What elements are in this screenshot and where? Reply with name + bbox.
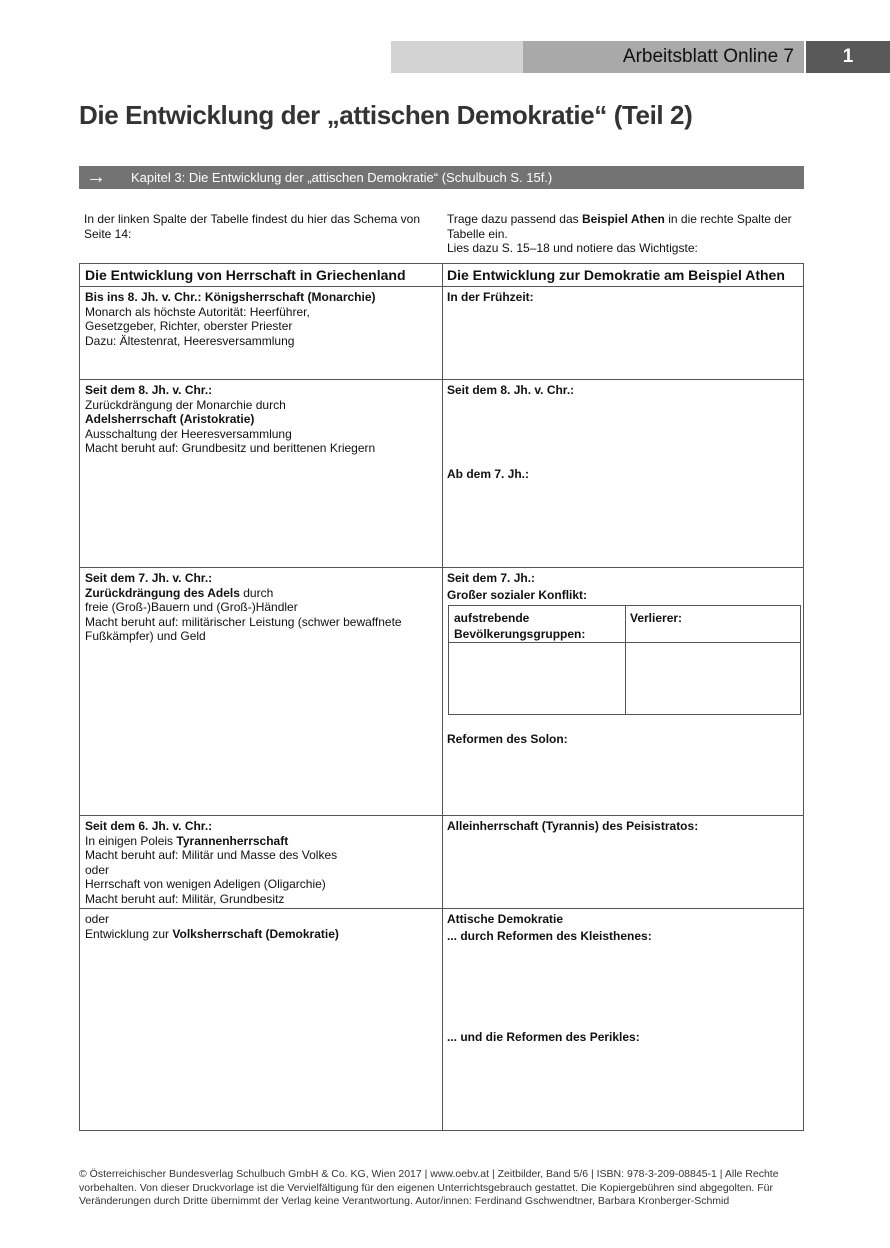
- answer-cell-kleisthenes[interactable]: Attische Demokratie ... durch Reformen des Kleisthenes:: [447, 912, 652, 943]
- answer-cell-sozialer-konflikt[interactable]: Seit dem 7. Jh.: Großer sozialer Konflikt:: [447, 571, 588, 602]
- answer-cell-solon[interactable]: Reformen des Solon:: [447, 732, 568, 746]
- intro-highlight: Beispiel Athen: [581, 212, 665, 226]
- worksheet-table: [79, 263, 804, 1131]
- column-divider: [442, 264, 443, 1130]
- subtable-column-divider: [625, 606, 626, 714]
- copyright-footer: © Österreichischer Bundesverlag Schulbuch GmbH & Co. KG, Wien 2017 | www.oebv.at | Zeitbilder, Band 5/6 | ISBN: 978-3-209-08845-1 | Alle Rechte vorbehalten. Von dieser Druckvorlage ist die Vervielfältigung für den eigenen Unterrichtsgebrauch gestattet. Die Kopiergebühren sind abgegolten. Für Veränderungen durch Dritte übernimmt der Verlag keine Verantwortung. Autor/innen: Ferdinand Gschwendtner, Barbara Kronberger-Schmid: [79, 1168, 779, 1207]
- cell-aristokratie: Seit dem 8. Jh. v. Chr.: Zurückdrängung der Monarchie durch Adelsherrschaft (Aristokratie) Ausschaltung der Heeresversammlung Macht beruht auf: Grundbesitz und berittenen Kriegern: [85, 383, 376, 455]
- column-header-right: Die Entwicklung zur Demokratie am Beispiel Athen: [447, 267, 785, 283]
- column-header-left: Die Entwicklung von Herrschaft in Griechenland: [85, 267, 406, 283]
- answer-cell-perikles[interactable]: ... und die Reformen des Perikles:: [447, 1030, 640, 1044]
- row-divider: [80, 286, 803, 287]
- cell-tyrannis: Seit dem 6. Jh. v. Chr.: In einigen Poleis Tyrannenherrschaft Macht beruht auf: Militär und Masse des Volkes oder Herrschaft von wenigen Adeligen (Oligarchie) Macht beruht auf: Militär, Grundbesitz: [85, 819, 338, 906]
- header-decor-light: [391, 41, 523, 73]
- intro-left: In der linken Spalte der Tabelle findest du hier das Schema von Seite 14:: [84, 212, 420, 241]
- answer-cell-7-jh[interactable]: Ab dem 7. Jh.:: [447, 467, 530, 481]
- row-divider: [80, 815, 803, 816]
- chapter-bar: [79, 166, 804, 189]
- cell-demokratie: oder Entwicklung zur Volksherrschaft (Demokratie): [85, 912, 339, 941]
- row-divider: [80, 379, 803, 380]
- intro-right: Trage dazu passend das Beispiel Athen in die rechte Spalte der Tabelle ein. Lies dazu S. 15–18 und notiere das Wichtigste:: [447, 212, 792, 255]
- page-number: 1: [806, 41, 890, 73]
- chapter-reference: Kapitel 3: Die Entwicklung der „attischen Demokratie“ (Schulbuch S. 15f.): [131, 170, 553, 185]
- answer-cell-peisistratos[interactable]: Alleinherrschaft (Tyrannis) des Peisistratos:: [447, 819, 699, 833]
- worksheet-label: Arbeitsblatt Online 7: [523, 41, 804, 73]
- answer-cell-fruehzeit[interactable]: In der Frühzeit:: [447, 290, 534, 304]
- answer-cell-8-jh[interactable]: Seit dem 8. Jh. v. Chr.:: [447, 383, 575, 397]
- subtable-header-aufstrebende: aufstrebende Bevölkerungsgruppen:: [454, 611, 586, 641]
- row-divider: [80, 567, 803, 568]
- cell-monarchie: Bis ins 8. Jh. v. Chr.: Königsherrschaft (Monarchie) Monarch als höchste Autorität: Heerführer, Gesetzgeber, Richter, oberster Priester Dazu: Ältestenrat, Heeresversammlung: [85, 290, 376, 348]
- page-title: Die Entwicklung der „attischen Demokratie“ (Teil 2): [79, 100, 693, 130]
- conflict-subtable: [448, 605, 801, 715]
- row-divider: [80, 908, 803, 909]
- subtable-header-verlierer: Verlierer:: [630, 611, 683, 625]
- arrow-right-icon: →: [86, 166, 106, 188]
- cell-zurueckdraengung-adel: Seit dem 7. Jh. v. Chr.: Zurückdrängung des Adels durch freie (Groß-)Bauern und (Groß-)Händler Macht beruht auf: militärischer Leistung (schwer bewaffnete Fußkämpfer) und Geld: [85, 571, 402, 643]
